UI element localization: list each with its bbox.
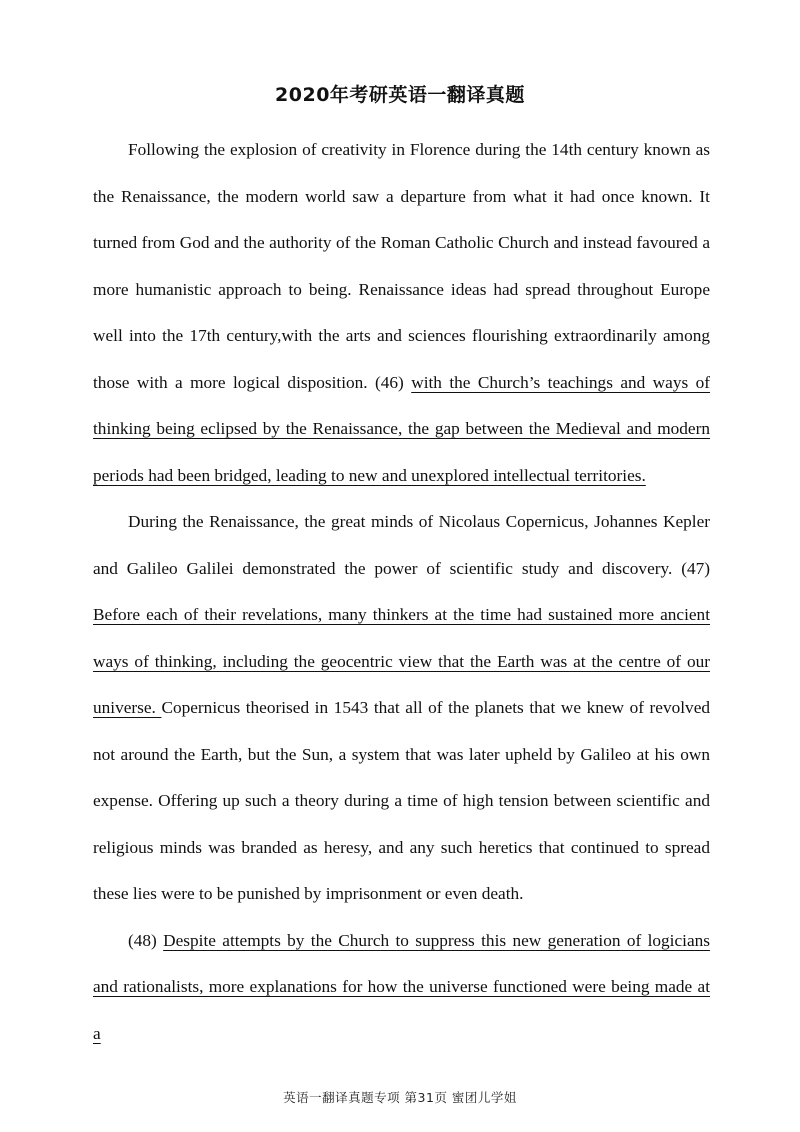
document-body [93, 127, 710, 1057]
paragraph-2 [93, 499, 710, 918]
paragraph-1-text: Following the explosion of creativity in Florence during the 14th century known as the Renaissance, the modern world saw a departure from what it had once known. It turned from God and the authority of the Roman Catholic Church and instead favoured a more humanistic approach to being. Renaissance ideas had spread throughout Europe well into the 17th century,with the arts and sciences flourishing extraordinarily among those with a more logical disposition. (46) [93, 140, 710, 392]
page-title: 2020年考研英语一翻译真题 [275, 84, 525, 106]
paragraph-3 [93, 918, 710, 1058]
question-46-underlined-text: with the Church’s teachings and ways of thinking being eclipsed by the Renaissance, the gap between the Medieval and modern periods had been bridged, leading to new and unexplored intellectual territories. [93, 372, 711, 485]
paragraph-2-trailing-text: Copernicus theorised in 1543 that all of the planets that we knew of revolved not around the Earth, but the Sun, a system that was later upheld by Galileo at his own expense. Offering up such a theory during a time of high tension between scientific and religious minds was branded as heresy, and any such heretics that continued to spread these lies were to be punished by imprisonment or even death. [93, 698, 711, 903]
paragraph-1 [93, 127, 710, 499]
question-47-underlined-text: Before each of their revelations, many thinkers at the time had sustained more ancient ways of thinking, including the geocentric view that the Earth was at the centre of our universe. [93, 605, 710, 717]
paragraph-2-text: During the Renaissance, the great minds of Nicolaus Copernicus, Johannes Kepler and Galileo Galilei demonstrated the power of scientific study and discovery. (47) [93, 512, 710, 578]
question-48-underlined-text: Despite attempts by the Church to suppress this new generation of logicians and rationalists, more explanations for how the universe functioned were being made at a [93, 930, 710, 1043]
page-footer: 英语一翻译真题专项 第31页 蜜团儿学姐 [283, 1090, 517, 1105]
paragraph-3-text: (48) [128, 930, 164, 950]
